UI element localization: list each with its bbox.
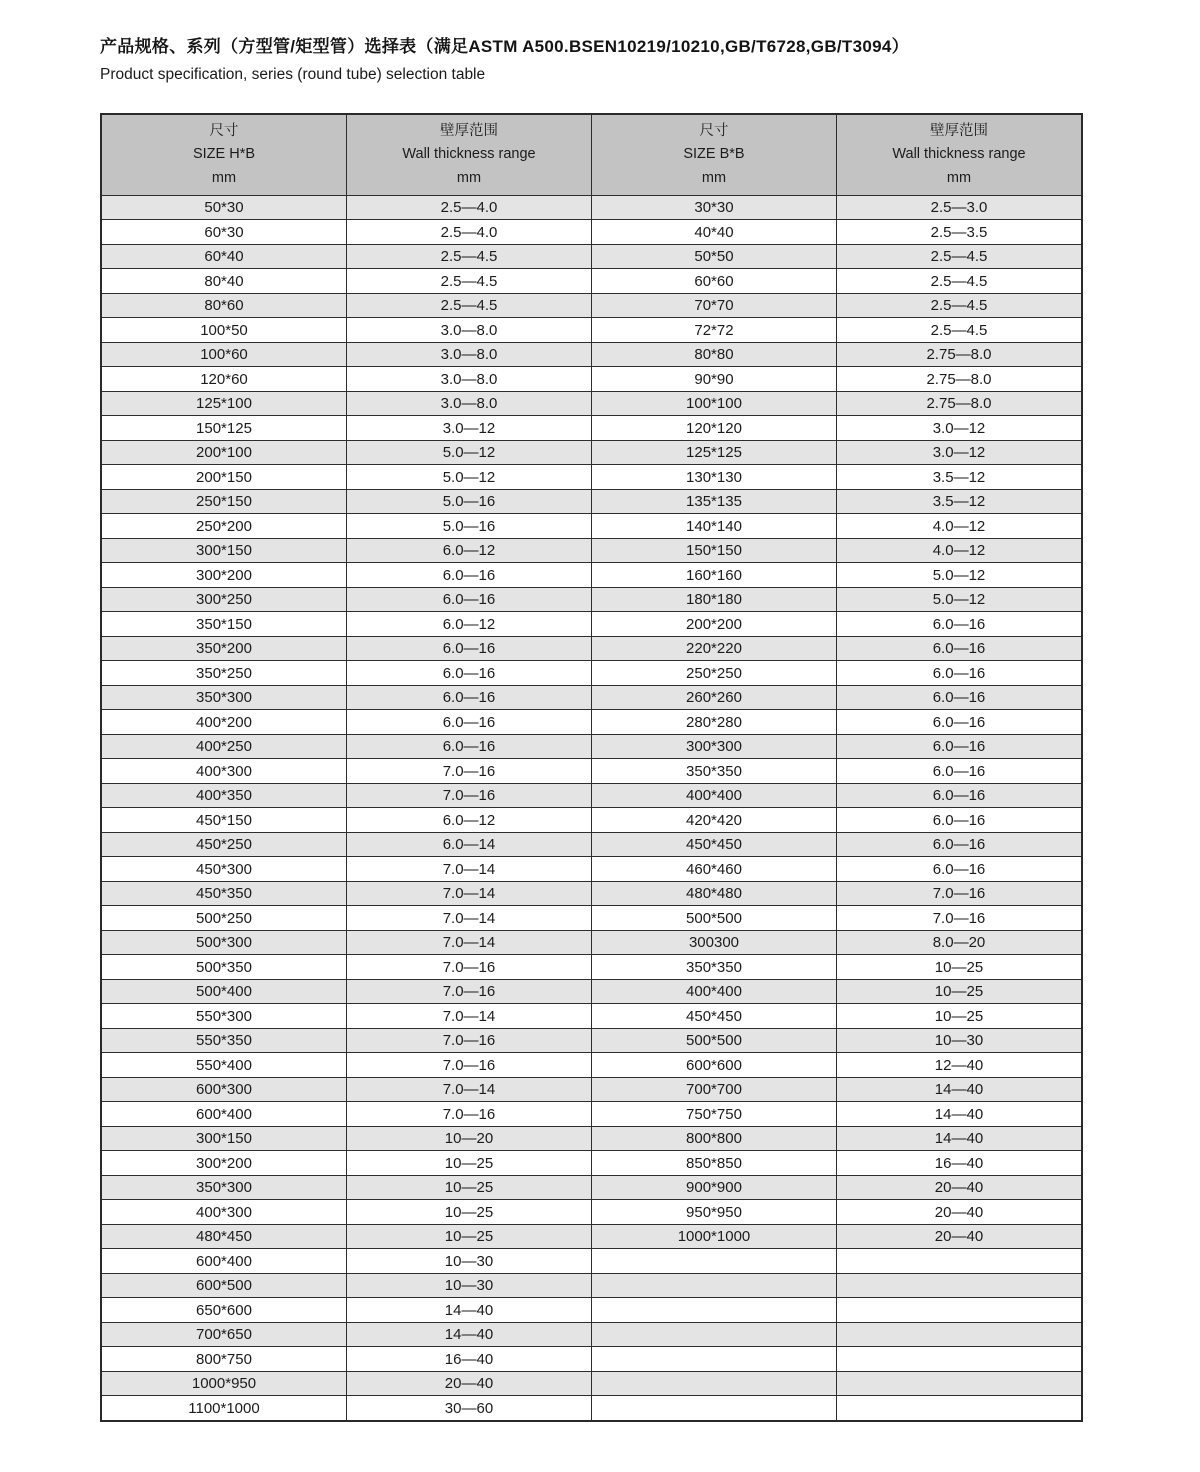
table-row xyxy=(101,979,1082,1004)
size-hb-cell: 300*250 xyxy=(101,587,346,612)
thickness-right-cell: 6.0—16 xyxy=(836,832,1082,857)
header-thickness-left-zh: 壁厚范围 xyxy=(439,123,498,140)
size-bb-cell: 130*130 xyxy=(591,465,836,490)
thickness-right-cell: 6.0—16 xyxy=(836,710,1082,735)
size-hb-cell: 200*100 xyxy=(101,440,346,465)
size-hb-cell: 300*200 xyxy=(101,1151,346,1176)
table-row xyxy=(101,391,1082,416)
header-thickness-left-en: Wall thickness range xyxy=(402,146,536,163)
size-bb-cell: 120*120 xyxy=(591,416,836,441)
thickness-left-cell: 10—30 xyxy=(346,1273,591,1298)
table-row xyxy=(101,220,1082,245)
thickness-right-cell xyxy=(836,1273,1082,1298)
size-hb-cell: 550*350 xyxy=(101,1028,346,1053)
size-hb-cell: 125*100 xyxy=(101,391,346,416)
size-bb-cell: 800*800 xyxy=(591,1126,836,1151)
size-hb-cell: 1000*950 xyxy=(101,1371,346,1396)
table-row xyxy=(101,514,1082,539)
table-row xyxy=(101,1249,1082,1274)
table-row xyxy=(101,1224,1082,1249)
thickness-left-cell: 2.5—4.5 xyxy=(346,269,591,294)
header-cell-size-hb xyxy=(101,114,346,196)
table-row xyxy=(101,1175,1082,1200)
size-hb-cell: 650*600 xyxy=(101,1298,346,1323)
table-row xyxy=(101,538,1082,563)
table-row xyxy=(101,367,1082,392)
table-row xyxy=(101,783,1082,808)
size-bb-cell: 50*50 xyxy=(591,244,836,269)
table-row xyxy=(101,1273,1082,1298)
size-hb-cell: 700*650 xyxy=(101,1322,346,1347)
thickness-right-cell: 3.5—12 xyxy=(836,489,1082,514)
size-hb-cell: 600*300 xyxy=(101,1077,346,1102)
thickness-left-cell: 6.0—16 xyxy=(346,685,591,710)
size-hb-cell: 400*300 xyxy=(101,759,346,784)
thickness-right-cell: 6.0—16 xyxy=(836,636,1082,661)
size-hb-cell: 350*250 xyxy=(101,661,346,686)
size-hb-cell: 480*450 xyxy=(101,1224,346,1249)
size-bb-cell: 260*260 xyxy=(591,685,836,710)
thickness-left-cell: 10—25 xyxy=(346,1200,591,1225)
thickness-left-cell: 2.5—4.5 xyxy=(346,244,591,269)
table-row xyxy=(101,1151,1082,1176)
thickness-left-cell: 7.0—14 xyxy=(346,1077,591,1102)
size-bb-cell xyxy=(591,1396,836,1421)
size-bb-cell xyxy=(591,1273,836,1298)
thickness-left-cell: 5.0—16 xyxy=(346,489,591,514)
table-row xyxy=(101,269,1082,294)
size-hb-cell: 300*150 xyxy=(101,538,346,563)
table-row xyxy=(101,1053,1082,1078)
size-hb-cell: 300*200 xyxy=(101,563,346,588)
table-row xyxy=(101,342,1082,367)
size-hb-cell: 120*60 xyxy=(101,367,346,392)
table-row xyxy=(101,465,1082,490)
thickness-left-cell: 7.0—14 xyxy=(346,906,591,931)
size-bb-cell: 450*450 xyxy=(591,1004,836,1029)
size-bb-cell: 460*460 xyxy=(591,857,836,882)
thickness-right-cell: 6.0—16 xyxy=(836,759,1082,784)
table-row xyxy=(101,1004,1082,1029)
table-row xyxy=(101,1371,1082,1396)
thickness-left-cell: 6.0—16 xyxy=(346,710,591,735)
size-bb-cell: 100*100 xyxy=(591,391,836,416)
size-hb-cell: 50*30 xyxy=(101,195,346,220)
table-row xyxy=(101,563,1082,588)
thickness-left-cell: 7.0—16 xyxy=(346,783,591,808)
thickness-left-cell: 6.0—16 xyxy=(346,734,591,759)
size-bb-cell: 400*400 xyxy=(591,979,836,1004)
thickness-right-cell xyxy=(836,1298,1082,1323)
size-hb-cell: 500*250 xyxy=(101,906,346,931)
thickness-left-cell: 3.0—8.0 xyxy=(346,367,591,392)
table-row xyxy=(101,489,1082,514)
table-row xyxy=(101,906,1082,931)
spec-table-header xyxy=(101,114,1082,196)
size-hb-cell: 450*350 xyxy=(101,881,346,906)
thickness-left-cell: 30—60 xyxy=(346,1396,591,1421)
thickness-right-cell: 5.0—12 xyxy=(836,587,1082,612)
size-bb-cell: 140*140 xyxy=(591,514,836,539)
size-hb-cell: 100*50 xyxy=(101,318,346,343)
thickness-left-cell: 2.5—4.0 xyxy=(346,220,591,245)
table-row xyxy=(101,808,1082,833)
size-bb-cell: 700*700 xyxy=(591,1077,836,1102)
thickness-right-cell: 14—40 xyxy=(836,1077,1082,1102)
thickness-right-cell: 14—40 xyxy=(836,1102,1082,1127)
thickness-left-cell: 7.0—16 xyxy=(346,1102,591,1127)
table-row xyxy=(101,734,1082,759)
table-row xyxy=(101,636,1082,661)
header-row xyxy=(101,114,1082,196)
table-row xyxy=(101,832,1082,857)
size-bb-cell: 70*70 xyxy=(591,293,836,318)
header-cell-size-bb xyxy=(591,114,836,196)
size-hb-cell: 600*500 xyxy=(101,1273,346,1298)
thickness-right-cell: 4.0—12 xyxy=(836,538,1082,563)
size-hb-cell: 250*200 xyxy=(101,514,346,539)
table-row xyxy=(101,1347,1082,1372)
thickness-left-cell: 20—40 xyxy=(346,1371,591,1396)
table-row xyxy=(101,195,1082,220)
table-row xyxy=(101,1322,1082,1347)
table-row xyxy=(101,1126,1082,1151)
size-hb-cell: 400*350 xyxy=(101,783,346,808)
header-cell-thickness-right xyxy=(836,114,1082,196)
size-bb-cell: 600*600 xyxy=(591,1053,836,1078)
size-hb-cell: 60*40 xyxy=(101,244,346,269)
header-size-hb-zh: 尺寸 xyxy=(209,123,239,140)
size-bb-cell xyxy=(591,1371,836,1396)
thickness-left-cell: 10—25 xyxy=(346,1224,591,1249)
thickness-left-cell: 6.0—16 xyxy=(346,661,591,686)
thickness-right-cell: 2.5—4.5 xyxy=(836,244,1082,269)
thickness-left-cell: 7.0—16 xyxy=(346,759,591,784)
size-hb-cell: 550*300 xyxy=(101,1004,346,1029)
table-row xyxy=(101,612,1082,637)
document-body xyxy=(100,36,1085,1422)
thickness-left-cell: 10—20 xyxy=(346,1126,591,1151)
size-bb-cell: 280*280 xyxy=(591,710,836,735)
thickness-left-cell: 3.0—8.0 xyxy=(346,342,591,367)
size-bb-cell: 160*160 xyxy=(591,563,836,588)
thickness-right-cell: 10—30 xyxy=(836,1028,1082,1053)
thickness-right-cell: 2.5—4.5 xyxy=(836,293,1082,318)
table-row xyxy=(101,587,1082,612)
thickness-left-cell: 7.0—14 xyxy=(346,857,591,882)
thickness-left-cell: 7.0—14 xyxy=(346,1004,591,1029)
page-title-en: Product specification, series (round tube) selection table xyxy=(100,65,486,83)
table-row xyxy=(101,1298,1082,1323)
thickness-left-cell: 7.0—16 xyxy=(346,1028,591,1053)
thickness-right-cell: 6.0—16 xyxy=(836,734,1082,759)
size-bb-cell: 480*480 xyxy=(591,881,836,906)
size-bb-cell: 150*150 xyxy=(591,538,836,563)
thickness-right-cell: 3.0—12 xyxy=(836,416,1082,441)
table-row xyxy=(101,881,1082,906)
size-bb-cell: 30*30 xyxy=(591,195,836,220)
thickness-right-cell: 14—40 xyxy=(836,1126,1082,1151)
size-bb-cell: 135*135 xyxy=(591,489,836,514)
thickness-left-cell: 6.0—16 xyxy=(346,587,591,612)
size-bb-cell: 850*850 xyxy=(591,1151,836,1176)
size-bb-cell: 180*180 xyxy=(591,587,836,612)
table-row xyxy=(101,440,1082,465)
table-row xyxy=(101,1396,1082,1421)
thickness-right-cell: 10—25 xyxy=(836,955,1082,980)
thickness-right-cell: 12—40 xyxy=(836,1053,1082,1078)
thickness-right-cell xyxy=(836,1322,1082,1347)
header-size-hb-en: SIZE H*B xyxy=(192,146,256,163)
thickness-right-cell: 2.75—8.0 xyxy=(836,367,1082,392)
thickness-right-cell: 6.0—16 xyxy=(836,612,1082,637)
thickness-right-cell: 3.5—12 xyxy=(836,465,1082,490)
size-bb-cell: 400*400 xyxy=(591,783,836,808)
size-bb-cell: 250*250 xyxy=(591,661,836,686)
size-bb-cell: 300*300 xyxy=(591,734,836,759)
thickness-right-cell: 6.0—16 xyxy=(836,661,1082,686)
size-bb-cell: 80*80 xyxy=(591,342,836,367)
size-bb-cell: 1000*1000 xyxy=(591,1224,836,1249)
size-bb-cell: 60*60 xyxy=(591,269,836,294)
size-hb-cell: 350*150 xyxy=(101,612,346,637)
thickness-left-cell: 10—25 xyxy=(346,1175,591,1200)
size-hb-cell: 150*125 xyxy=(101,416,346,441)
size-bb-cell: 90*90 xyxy=(591,367,836,392)
size-bb-cell xyxy=(591,1347,836,1372)
thickness-left-cell: 7.0—14 xyxy=(346,881,591,906)
thickness-right-cell xyxy=(836,1371,1082,1396)
thickness-right-cell: 20—40 xyxy=(836,1175,1082,1200)
size-hb-cell: 800*750 xyxy=(101,1347,346,1372)
size-hb-cell: 60*30 xyxy=(101,220,346,245)
size-bb-cell: 40*40 xyxy=(591,220,836,245)
size-hb-cell: 80*40 xyxy=(101,269,346,294)
size-bb-cell: 500*500 xyxy=(591,1028,836,1053)
header-thickness-right-zh: 壁厚范围 xyxy=(929,123,988,140)
size-bb-cell: 300300 xyxy=(591,930,836,955)
thickness-left-cell: 5.0—12 xyxy=(346,440,591,465)
size-hb-cell: 450*250 xyxy=(101,832,346,857)
table-row xyxy=(101,318,1082,343)
thickness-right-cell: 20—40 xyxy=(836,1200,1082,1225)
thickness-left-cell: 6.0—16 xyxy=(346,563,591,588)
thickness-right-cell: 20—40 xyxy=(836,1224,1082,1249)
header-thickness-right-unit: mm xyxy=(946,169,972,186)
table-row xyxy=(101,685,1082,710)
size-bb-cell: 200*200 xyxy=(591,612,836,637)
size-hb-cell: 500*300 xyxy=(101,930,346,955)
spec-table-body xyxy=(101,195,1082,1421)
size-hb-cell: 100*60 xyxy=(101,342,346,367)
thickness-right-cell: 2.5—4.5 xyxy=(836,269,1082,294)
thickness-right-cell: 7.0—16 xyxy=(836,906,1082,931)
thickness-right-cell: 16—40 xyxy=(836,1151,1082,1176)
size-bb-cell: 500*500 xyxy=(591,906,836,931)
thickness-right-cell: 6.0—16 xyxy=(836,808,1082,833)
table-row xyxy=(101,955,1082,980)
thickness-left-cell: 3.0—12 xyxy=(346,416,591,441)
thickness-left-cell: 5.0—12 xyxy=(346,465,591,490)
thickness-right-cell xyxy=(836,1249,1082,1274)
size-bb-cell: 420*420 xyxy=(591,808,836,833)
spec-table xyxy=(100,113,1083,1422)
table-row xyxy=(101,244,1082,269)
thickness-right-cell: 2.5—4.5 xyxy=(836,318,1082,343)
table-row xyxy=(101,930,1082,955)
thickness-left-cell: 6.0—12 xyxy=(346,538,591,563)
thickness-right-cell xyxy=(836,1396,1082,1421)
size-hb-cell: 400*250 xyxy=(101,734,346,759)
table-row xyxy=(101,710,1082,735)
thickness-left-cell: 6.0—12 xyxy=(346,808,591,833)
thickness-left-cell: 14—40 xyxy=(346,1298,591,1323)
thickness-right-cell: 2.75—8.0 xyxy=(836,391,1082,416)
size-hb-cell: 450*300 xyxy=(101,857,346,882)
size-bb-cell xyxy=(591,1298,836,1323)
table-row xyxy=(101,293,1082,318)
header-size-bb-en: SIZE B*B xyxy=(683,146,745,163)
table-row xyxy=(101,1028,1082,1053)
thickness-left-cell: 6.0—14 xyxy=(346,832,591,857)
thickness-left-cell: 5.0—16 xyxy=(346,514,591,539)
header-size-hb-unit: mm xyxy=(211,169,237,186)
size-hb-cell: 400*300 xyxy=(101,1200,346,1225)
thickness-left-cell: 6.0—12 xyxy=(346,612,591,637)
size-hb-cell: 250*150 xyxy=(101,489,346,514)
size-bb-cell: 450*450 xyxy=(591,832,836,857)
thickness-right-cell: 2.75—8.0 xyxy=(836,342,1082,367)
size-hb-cell: 500*350 xyxy=(101,955,346,980)
thickness-right-cell: 4.0—12 xyxy=(836,514,1082,539)
thickness-right-cell xyxy=(836,1347,1082,1372)
size-hb-cell: 550*400 xyxy=(101,1053,346,1078)
table-row xyxy=(101,661,1082,686)
thickness-right-cell: 2.5—3.0 xyxy=(836,195,1082,220)
header-size-bb-zh: 尺寸 xyxy=(699,123,729,140)
page-title-zh: 产品规格、系列（方型管/矩型管）选择表（满足ASTM A500.BSEN10219/10210,GB/T6728,GB/T3094） xyxy=(100,37,909,56)
table-row xyxy=(101,759,1082,784)
thickness-left-cell: 7.0—14 xyxy=(346,930,591,955)
thickness-left-cell: 6.0—16 xyxy=(346,636,591,661)
size-bb-cell: 72*72 xyxy=(591,318,836,343)
thickness-right-cell: 5.0—12 xyxy=(836,563,1082,588)
size-hb-cell: 500*400 xyxy=(101,979,346,1004)
thickness-left-cell: 3.0—8.0 xyxy=(346,391,591,416)
table-row xyxy=(101,1200,1082,1225)
thickness-right-cell: 10—25 xyxy=(836,1004,1082,1029)
thickness-right-cell: 6.0—16 xyxy=(836,783,1082,808)
thickness-left-cell: 16—40 xyxy=(346,1347,591,1372)
size-hb-cell: 400*200 xyxy=(101,710,346,735)
size-bb-cell: 950*950 xyxy=(591,1200,836,1225)
size-bb-cell: 900*900 xyxy=(591,1175,836,1200)
size-hb-cell: 350*300 xyxy=(101,685,346,710)
size-hb-cell: 450*150 xyxy=(101,808,346,833)
thickness-left-cell: 7.0—16 xyxy=(346,979,591,1004)
thickness-left-cell: 7.0—16 xyxy=(346,955,591,980)
thickness-right-cell: 6.0—16 xyxy=(836,685,1082,710)
size-hb-cell: 350*200 xyxy=(101,636,346,661)
size-hb-cell: 80*60 xyxy=(101,293,346,318)
thickness-left-cell: 10—25 xyxy=(346,1151,591,1176)
table-row xyxy=(101,857,1082,882)
size-hb-cell: 600*400 xyxy=(101,1249,346,1274)
size-bb-cell: 220*220 xyxy=(591,636,836,661)
thickness-right-cell: 7.0—16 xyxy=(836,881,1082,906)
table-row xyxy=(101,1102,1082,1127)
size-hb-cell: 350*300 xyxy=(101,1175,346,1200)
thickness-left-cell: 14—40 xyxy=(346,1322,591,1347)
size-bb-cell: 350*350 xyxy=(591,955,836,980)
size-bb-cell xyxy=(591,1249,836,1274)
thickness-right-cell: 6.0—16 xyxy=(836,857,1082,882)
size-hb-cell: 600*400 xyxy=(101,1102,346,1127)
table-row xyxy=(101,1077,1082,1102)
size-hb-cell: 200*150 xyxy=(101,465,346,490)
header-thickness-left-unit: mm xyxy=(456,169,482,186)
header-size-bb-unit: mm xyxy=(701,169,727,186)
thickness-right-cell: 3.0—12 xyxy=(836,440,1082,465)
thickness-left-cell: 3.0—8.0 xyxy=(346,318,591,343)
size-bb-cell: 350*350 xyxy=(591,759,836,784)
thickness-right-cell: 10—25 xyxy=(836,979,1082,1004)
thickness-left-cell: 2.5—4.0 xyxy=(346,195,591,220)
size-bb-cell: 125*125 xyxy=(591,440,836,465)
size-bb-cell xyxy=(591,1322,836,1347)
header-thickness-right-en: Wall thickness range xyxy=(892,146,1026,163)
thickness-right-cell: 2.5—3.5 xyxy=(836,220,1082,245)
thickness-right-cell: 8.0—20 xyxy=(836,930,1082,955)
table-row xyxy=(101,416,1082,441)
thickness-left-cell: 2.5—4.5 xyxy=(346,293,591,318)
thickness-left-cell: 7.0—16 xyxy=(346,1053,591,1078)
size-bb-cell: 750*750 xyxy=(591,1102,836,1127)
size-hb-cell: 1100*1000 xyxy=(101,1396,346,1421)
header-cell-thickness-left xyxy=(346,114,591,196)
size-hb-cell: 300*150 xyxy=(101,1126,346,1151)
thickness-left-cell: 10—30 xyxy=(346,1249,591,1274)
